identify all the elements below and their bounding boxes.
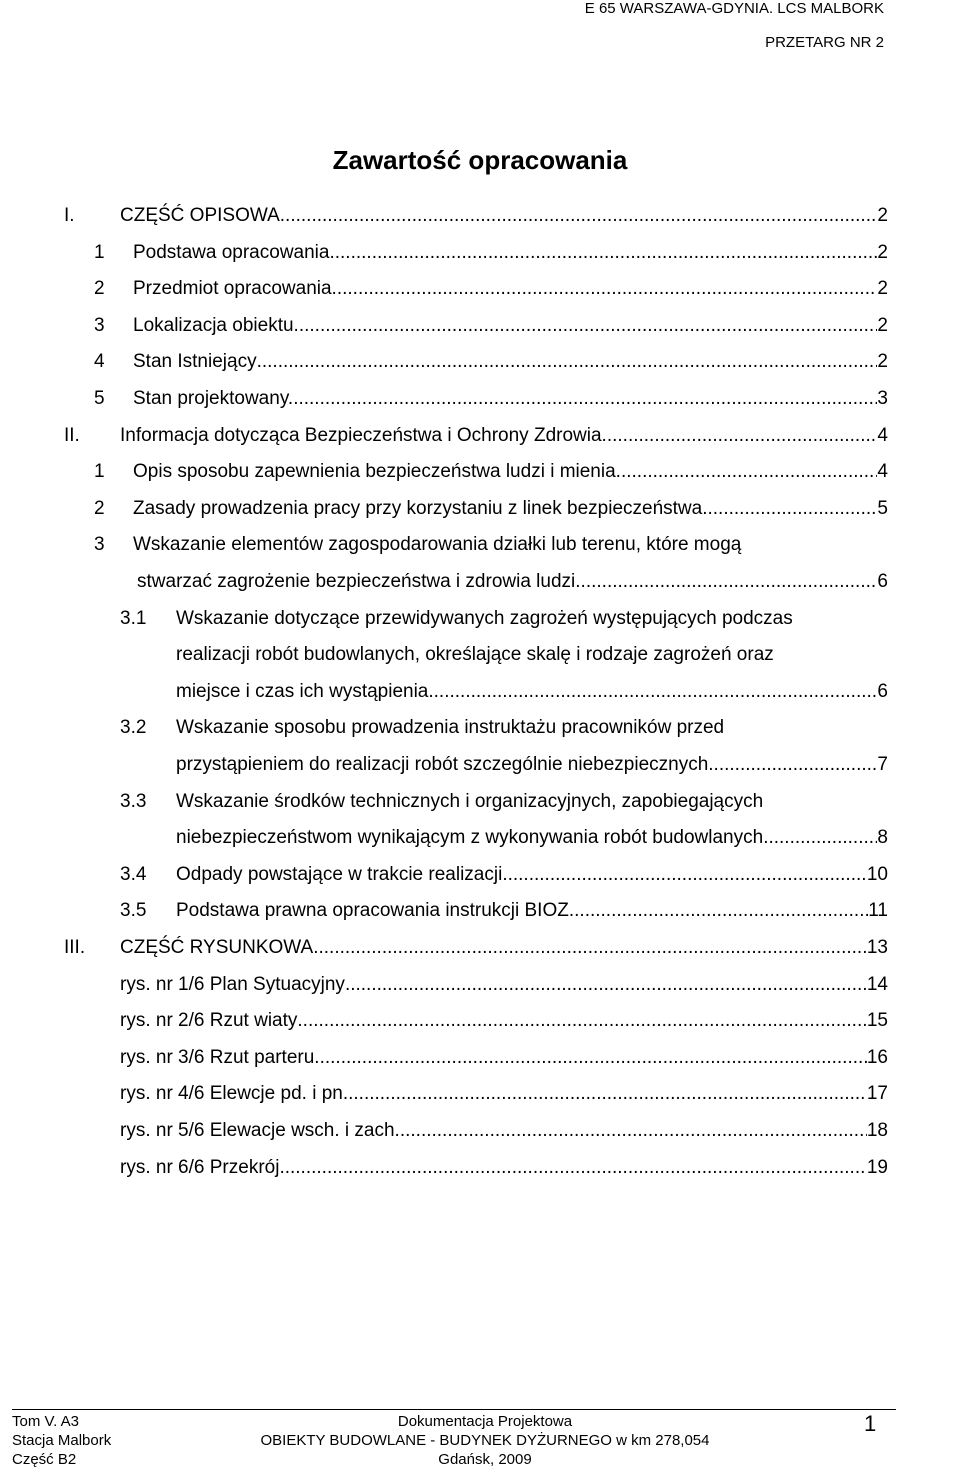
toc-leader-dots (257, 344, 878, 380)
toc-leader-dots (345, 967, 867, 1003)
toc-page-number: 6 (877, 680, 888, 702)
toc-number: 3.2 (120, 717, 147, 739)
toc-row (0, 820, 960, 856)
footer-left (12, 1412, 111, 1469)
toc-page-number: 2 (877, 351, 888, 373)
toc-entry[interactable] (176, 637, 774, 673)
toc-row (0, 637, 960, 673)
toc-page-number: 11 (868, 900, 888, 922)
toc-page-number: 13 (866, 937, 888, 958)
toc-page-number: 8 (877, 827, 888, 849)
toc-page-number: 2 (877, 205, 888, 226)
toc-entry[interactable] (120, 967, 888, 1003)
toc-entry-title: przystąpieniem do realizacji robót szczególnie niebezpiecznych (176, 754, 709, 775)
toc-entry-title: rys. nr 4/6 Elewcje pd. i pn (120, 1083, 343, 1105)
footer-place-date: Gdańsk, 2009 (438, 1451, 532, 1468)
toc-entry-title: rys. nr 5/6 Elewacje wsch. i zach. (120, 1120, 400, 1141)
toc-entry-title: Przedmiot opracowania (133, 278, 332, 300)
toc-number: 3.1 (120, 607, 147, 629)
footer-part: Część B2 (12, 1451, 77, 1468)
toc-number: 3.3 (120, 790, 147, 812)
toc-entry-title: Stan Istniejący (133, 351, 257, 373)
toc-leader-dots (297, 1003, 866, 1039)
footer-center (230, 1412, 740, 1469)
toc-leader-dots (400, 1113, 867, 1149)
toc-entry-title: Odpady powstające w trakcie realizacji (176, 863, 503, 885)
toc-entry[interactable] (120, 1003, 888, 1039)
toc-entry[interactable] (133, 454, 888, 490)
toc-page-number: 18 (866, 1120, 888, 1141)
toc-row (0, 527, 960, 563)
toc-row (0, 198, 960, 234)
toc-entry[interactable] (133, 491, 888, 527)
toc-entry-title: Informacja dotycząca Bezpieczeństwa i Ochrony Zdrowia (120, 424, 602, 446)
toc-row (0, 344, 960, 380)
toc-entry[interactable] (176, 601, 793, 637)
toc-row (0, 235, 960, 271)
toc-entry[interactable] (137, 564, 888, 600)
toc-leader-dots (616, 454, 878, 490)
toc-row (0, 747, 960, 783)
toc-row (0, 1076, 960, 1112)
toc-entry[interactable] (120, 1040, 888, 1076)
toc-page-number: 5 (877, 497, 888, 519)
toc-entry-title: Zasady prowadzenia pracy przy korzystaniu z linek bezpieczeństwa. (133, 497, 708, 519)
toc-row (0, 308, 960, 344)
toc-entry[interactable] (120, 198, 888, 234)
toc-entry[interactable] (176, 857, 888, 893)
header-line-1: E 65 WARSZAWA-GDYNIA. LCS MALBORK (584, 0, 884, 17)
footer-volume: Tom V. A3 (12, 1413, 79, 1430)
toc-leader-dots (294, 308, 878, 344)
toc-entry[interactable] (133, 381, 888, 417)
toc-leader-dots (329, 235, 877, 271)
toc-leader-dots (332, 271, 878, 307)
toc-page-number: 4 (877, 461, 888, 483)
toc-page-number: 2 (877, 278, 888, 300)
toc-row (0, 893, 960, 929)
toc-entry-title: rys. nr 1/6 Plan Sytuacyjny (120, 973, 345, 995)
toc-page-number: 16 (866, 1046, 888, 1068)
toc-leader-dots (708, 491, 878, 527)
toc-leader-dots (602, 418, 878, 454)
toc-page-number: 2 (877, 314, 888, 336)
toc-row (0, 710, 960, 746)
toc-number: 3.4 (120, 863, 147, 885)
toc-page-number: 17 (866, 1083, 888, 1105)
toc-page-number: 15 (866, 1010, 888, 1032)
toc-leader-dots (569, 893, 868, 929)
toc-entry[interactable] (176, 674, 888, 710)
toc-row (0, 930, 960, 966)
toc-leader-dots (313, 930, 867, 966)
toc-number: II. (64, 424, 80, 446)
page-title: Zawartość opracowania (332, 145, 628, 175)
toc-number: 2 (94, 278, 105, 300)
toc-number: 2 (94, 497, 105, 519)
toc-row (0, 857, 960, 893)
toc-page-number: 7 (877, 754, 888, 775)
toc-number: 3 (94, 534, 105, 556)
toc-row (0, 564, 960, 600)
toc-entry-title: miejsce i czas ich wystąpienia (176, 680, 429, 702)
toc-entry-title: Lokalizacja obiektu (133, 314, 294, 336)
toc-leader-dots (428, 674, 877, 710)
toc-leader-dots (708, 747, 877, 783)
toc-leader-dots (280, 198, 878, 234)
toc-row (0, 381, 960, 417)
toc-entry-title: Podstawa prawna opracowania instrukcji BIOZ (176, 900, 569, 922)
toc-number: I. (64, 205, 75, 226)
toc-number: 5 (94, 388, 105, 409)
toc-entry-title: CZĘŚĆ OPISOWA (120, 205, 280, 226)
toc-entry[interactable] (176, 747, 888, 783)
toc-entry-title: Wskazanie sposobu prowadzenia instruktażu pracowników przed (176, 717, 725, 739)
toc-row (0, 674, 960, 710)
toc-leader-dots (575, 564, 877, 600)
toc-leader-dots (343, 1076, 867, 1112)
toc-entry-title: stwarzać zagrożenie bezpieczeństwa i zdrowia ludzi (137, 571, 576, 592)
toc-row (0, 1150, 960, 1186)
toc-number: 3.5 (120, 900, 147, 922)
toc-entry-title: Stan projektowany. (133, 388, 294, 409)
toc-entry[interactable] (176, 893, 888, 929)
toc-number: 3 (94, 314, 105, 336)
toc-entry[interactable] (120, 1113, 888, 1149)
toc-leader-dots (314, 1040, 867, 1076)
footer-doc-type: Dokumentacja Projektowa (397, 1413, 573, 1430)
toc-entry-title: rys. nr 2/6 Rzut wiaty (120, 1010, 298, 1032)
toc-row (0, 454, 960, 490)
toc-number: 1 (94, 241, 105, 263)
toc-entry[interactable] (133, 271, 888, 307)
toc-entry[interactable] (133, 344, 888, 380)
toc-entry-title: Wskazanie elementów zagospodarowania działki lub terenu, które mogą (133, 534, 742, 556)
toc-number: III. (64, 937, 86, 958)
toc-number: 4 (94, 351, 105, 373)
toc-page-number: 19 (866, 1156, 888, 1178)
toc-row (0, 601, 960, 637)
toc-entry-title: rys. nr 6/6 Przekrój (120, 1156, 280, 1178)
toc-row (0, 418, 960, 454)
toc-row (0, 784, 960, 820)
toc-leader-dots (763, 820, 877, 856)
toc-entry-title: niebezpieczeństwom wynikającym z wykonywania robót budowlanych (176, 827, 764, 849)
toc-entry[interactable] (120, 418, 888, 454)
toc-entry-title: CZĘŚĆ RYSUNKOWA (120, 937, 314, 958)
toc-entry-title: rys. nr 3/6 Rzut parteru (120, 1046, 315, 1068)
toc-entry-title: realizacji robót budowlanych, określające skalę i rodzaje zagrożeń oraz (176, 644, 774, 666)
toc-leader-dots (502, 857, 867, 893)
toc-page-number: 6 (877, 571, 888, 592)
toc-entry[interactable] (176, 784, 763, 820)
toc-page-number: 3 (877, 388, 888, 409)
toc-row (0, 1113, 960, 1149)
toc-leader-dots (279, 1150, 866, 1186)
toc-entry[interactable] (120, 930, 888, 966)
toc-entry[interactable] (176, 710, 724, 746)
toc-entry-title: Wskazanie środków technicznych i organizacyjnych, zapobiegających (176, 790, 764, 812)
toc-entry[interactable] (133, 527, 741, 563)
toc-row (0, 271, 960, 307)
toc-page-number: 10 (866, 863, 888, 885)
toc-entry[interactable] (133, 308, 888, 344)
toc-entry-title: Opis sposobu zapewnienia bezpieczeństwa ludzi i mienia (133, 461, 616, 483)
toc-entry-title: Wskazanie dotyczące przewidywanych zagrożeń występujących podczas (176, 607, 793, 629)
toc-entry[interactable] (176, 820, 888, 856)
toc-entry-title: Podstawa opracowania (133, 241, 330, 263)
toc-row (0, 1040, 960, 1076)
footer-page-number: 1 (864, 1411, 877, 1436)
footer-divider (12, 1409, 896, 1410)
toc-number: 1 (94, 461, 105, 483)
toc-page-number: 2 (877, 241, 888, 263)
toc-row (0, 967, 960, 1003)
toc-page-number: 14 (866, 973, 888, 995)
toc-leader-dots (293, 381, 877, 417)
toc-entry[interactable] (120, 1076, 888, 1112)
footer-object: OBIEKTY BUDOWLANE - BUDYNEK DYŻURNEGO w km 278,054 (260, 1432, 710, 1449)
toc-row (0, 491, 960, 527)
toc-entry[interactable] (133, 235, 888, 271)
toc-row (0, 1003, 960, 1039)
header-line-2: PRZETARG NR 2 (765, 34, 884, 51)
toc-entry[interactable] (120, 1150, 888, 1186)
toc-page-number: 4 (877, 424, 888, 446)
footer-station: Stacja Malbork (12, 1432, 112, 1449)
